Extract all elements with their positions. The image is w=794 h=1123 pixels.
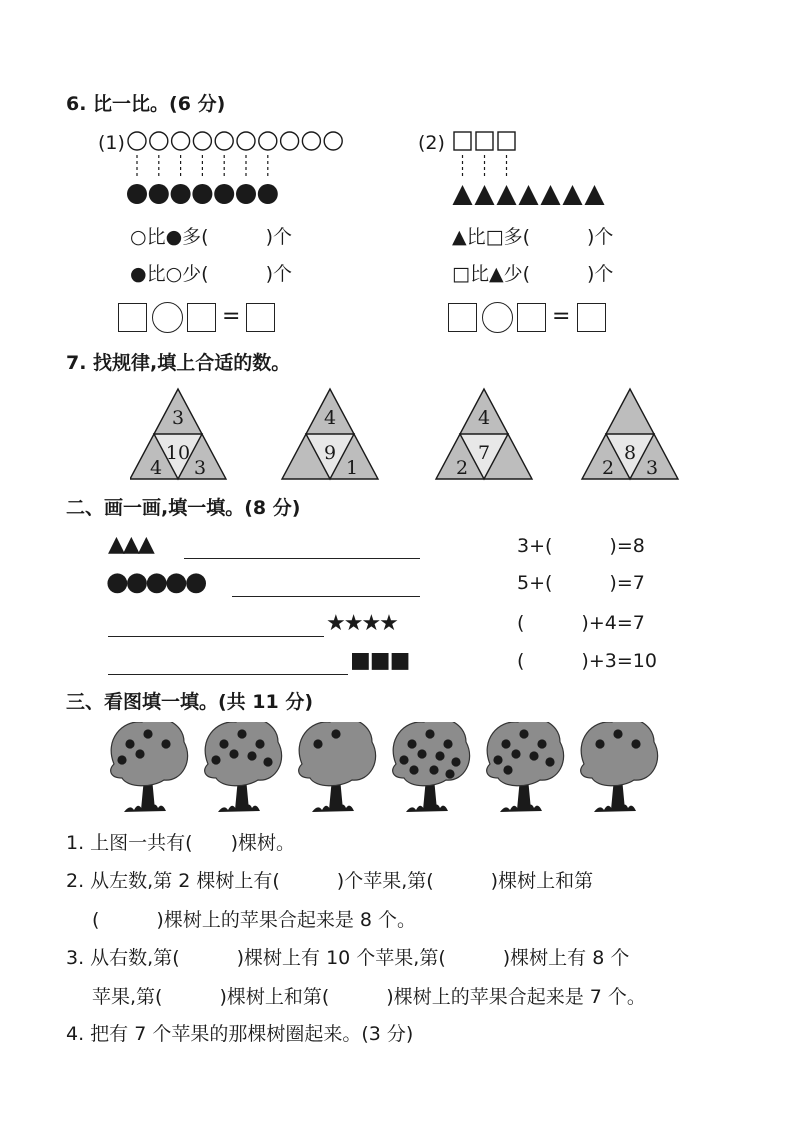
top-number: 3 bbox=[171, 407, 185, 429]
apple bbox=[143, 729, 152, 738]
apple bbox=[255, 739, 264, 748]
answer-box[interactable] bbox=[448, 303, 477, 332]
answer-box[interactable] bbox=[118, 303, 147, 332]
apple bbox=[417, 749, 426, 758]
operator-circle[interactable] bbox=[482, 302, 513, 333]
solid-triangle bbox=[541, 185, 561, 205]
q6-p1-line1: ○比●多( )个 bbox=[130, 226, 292, 248]
apple bbox=[503, 765, 512, 774]
apple bbox=[519, 729, 528, 738]
apple bbox=[595, 739, 604, 748]
apple bbox=[529, 751, 538, 760]
left-number: 2 bbox=[601, 457, 615, 479]
sec3-q3a: 3. 从右数,第( )棵树上有 10 个苹果,第( )棵树上有 8 个 bbox=[66, 947, 630, 969]
middle-number: 7 bbox=[477, 442, 491, 464]
apple bbox=[161, 739, 170, 748]
draw-line[interactable] bbox=[108, 674, 348, 675]
solid-dot bbox=[192, 184, 212, 204]
apple bbox=[125, 739, 134, 748]
q6-title: 6. 比一比。(6 分) bbox=[66, 93, 226, 115]
sec2-eq2: 5+( )=7 bbox=[517, 572, 645, 594]
sec3-q4: 4. 把有 7 个苹果的那棵树圈起来。(3 分) bbox=[66, 1023, 414, 1045]
apple-tree bbox=[205, 722, 282, 812]
hollow-circle bbox=[150, 132, 168, 150]
q6-p2-top-squares bbox=[454, 132, 515, 150]
right-number: 3 bbox=[645, 457, 659, 479]
left-number: 4 bbox=[149, 457, 163, 479]
middle-number: 9 bbox=[323, 442, 337, 464]
apple bbox=[451, 757, 460, 766]
answer-box[interactable] bbox=[246, 303, 275, 332]
q6-p1-dash-lines bbox=[137, 155, 268, 178]
sec2-title: 二、画一画,填一填。(8 分) bbox=[66, 497, 301, 519]
apple bbox=[511, 749, 520, 758]
hollow-circle bbox=[302, 132, 320, 150]
solid-dot bbox=[258, 184, 278, 204]
apple bbox=[409, 765, 418, 774]
apple bbox=[399, 755, 408, 764]
apple bbox=[445, 769, 454, 778]
apple bbox=[407, 739, 416, 748]
sec2-eq3: ( )+4=7 bbox=[517, 612, 645, 634]
hollow-square bbox=[498, 132, 515, 150]
middle-number: 8 bbox=[623, 442, 637, 464]
apple bbox=[493, 755, 502, 764]
draw-line[interactable] bbox=[184, 558, 420, 559]
q6-p1-line2: ●比○少( )个 bbox=[130, 263, 292, 285]
apple bbox=[331, 729, 340, 738]
apple bbox=[313, 739, 322, 748]
apple-tree bbox=[487, 722, 564, 812]
hollow-square bbox=[476, 132, 493, 150]
sec2-row3-shapes: ★★★★ bbox=[326, 611, 397, 636]
q6-p2-line2: □比▲少( )个 bbox=[452, 263, 614, 285]
apple-tree bbox=[111, 722, 188, 812]
hollow-square bbox=[454, 132, 471, 150]
apple bbox=[135, 749, 144, 758]
apple bbox=[537, 739, 546, 748]
q6-p2-label: (2) bbox=[418, 132, 445, 154]
apple bbox=[211, 755, 220, 764]
apple-tree bbox=[299, 722, 376, 812]
q6-p1-top-circles bbox=[128, 132, 342, 150]
sec3-q2a: 2. 从左数,第 2 棵树上有( )个苹果,第( )棵树上和第 bbox=[66, 870, 594, 892]
apple bbox=[425, 729, 434, 738]
draw-line[interactable] bbox=[232, 596, 420, 597]
apple-trees bbox=[110, 722, 680, 818]
solid-dot bbox=[214, 184, 234, 204]
solid-triangle bbox=[497, 185, 517, 205]
apple bbox=[219, 739, 228, 748]
hollow-circle bbox=[237, 132, 255, 150]
solid-triangle bbox=[585, 185, 605, 205]
apple bbox=[237, 729, 246, 738]
equals-sign: = bbox=[222, 304, 241, 329]
sec3-q3b: 苹果,第( )棵树上和第( )棵树上的苹果合起来是 7 个。 bbox=[92, 986, 646, 1008]
apple bbox=[631, 739, 640, 748]
sec2-row1-shapes: ▲▲▲ bbox=[108, 532, 153, 557]
hollow-circle bbox=[193, 132, 211, 150]
apple bbox=[117, 755, 126, 764]
solid-dot bbox=[236, 184, 256, 204]
sec3-q2b: ( )棵树上的苹果合起来是 8 个。 bbox=[92, 909, 416, 931]
equals-sign: = bbox=[552, 304, 571, 329]
draw-line[interactable] bbox=[108, 636, 324, 637]
apple bbox=[229, 749, 238, 758]
apple bbox=[443, 739, 452, 748]
hollow-circle bbox=[172, 132, 190, 150]
apple bbox=[501, 739, 510, 748]
left-number: 2 bbox=[455, 457, 469, 479]
sec3-q1: 1. 上图一共有( )棵树。 bbox=[66, 832, 295, 854]
sec2-eq1: 3+( )=8 bbox=[517, 535, 645, 557]
solid-triangle bbox=[519, 185, 539, 205]
q6-p1-label: (1) bbox=[98, 132, 125, 154]
q6-p1-figure bbox=[126, 128, 356, 208]
sec2-row4-shapes: ■■■ bbox=[350, 648, 410, 673]
q6-p2-line1: ▲比□多( )个 bbox=[452, 226, 614, 248]
apple-tree bbox=[581, 722, 658, 812]
answer-box[interactable] bbox=[577, 303, 606, 332]
hollow-circle bbox=[281, 132, 299, 150]
number-triangle bbox=[130, 389, 226, 479]
solid-triangle bbox=[453, 185, 473, 205]
apple-tree bbox=[393, 722, 470, 812]
hollow-circle bbox=[128, 132, 146, 150]
q6-p2-dash-lines bbox=[463, 155, 507, 178]
q7-title: 7. 找规律,填上合适的数。 bbox=[66, 352, 291, 374]
solid-triangle bbox=[563, 185, 583, 205]
hollow-circle bbox=[324, 132, 342, 150]
apple bbox=[263, 757, 272, 766]
apple bbox=[247, 751, 256, 760]
apple bbox=[429, 765, 438, 774]
q6-p2-triangles bbox=[453, 185, 605, 205]
apple bbox=[435, 751, 444, 760]
answer-box[interactable] bbox=[187, 303, 216, 332]
solid-triangle bbox=[475, 185, 495, 205]
q6-p1-dots bbox=[127, 184, 278, 204]
number-triangle bbox=[436, 389, 532, 479]
number-triangle bbox=[582, 389, 678, 479]
answer-box[interactable] bbox=[517, 303, 546, 332]
sec2-row2-shapes: ●●●●● bbox=[106, 567, 205, 597]
operator-circle[interactable] bbox=[152, 302, 183, 333]
solid-dot bbox=[149, 184, 169, 204]
q7-triangles bbox=[130, 385, 690, 485]
right-number: 1 bbox=[345, 457, 359, 479]
apple bbox=[545, 757, 554, 766]
hollow-circle bbox=[259, 132, 277, 150]
hollow-circle bbox=[215, 132, 233, 150]
number-triangle bbox=[282, 389, 378, 479]
solid-dot bbox=[127, 184, 147, 204]
solid-dot bbox=[171, 184, 191, 204]
top-number: 4 bbox=[477, 407, 491, 429]
sec2-eq4: ( )+3=10 bbox=[517, 650, 657, 672]
sec3-title: 三、看图填一填。(共 11 分) bbox=[66, 691, 314, 713]
top-number: 4 bbox=[323, 407, 337, 429]
apple bbox=[613, 729, 622, 738]
right-number: 3 bbox=[193, 457, 207, 479]
q6-p2-figure bbox=[448, 128, 628, 208]
middle-number: 10 bbox=[165, 442, 191, 464]
